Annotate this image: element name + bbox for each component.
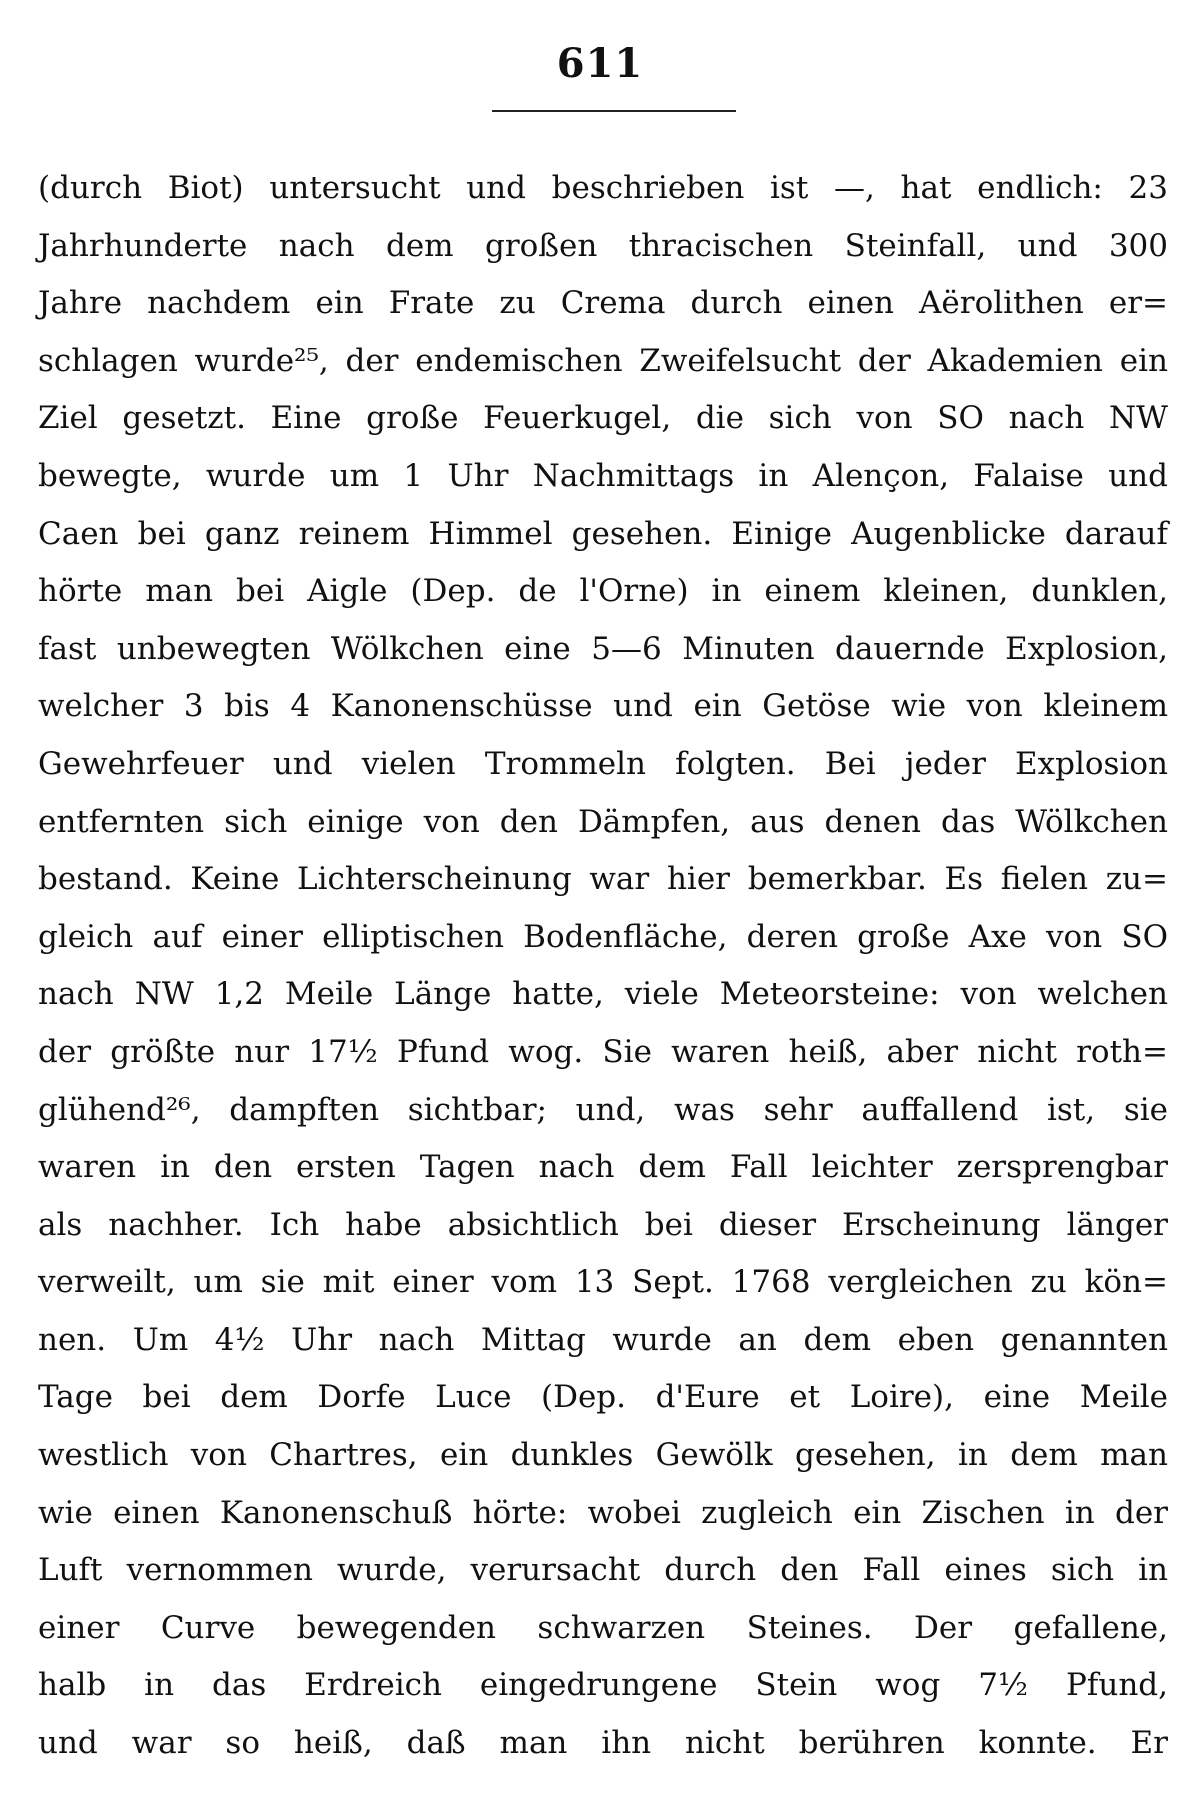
body-text xyxy=(38,160,1168,1773)
text-line: Gewehrfeuer und vielen Trommeln folgten. Bei jeder Explosion xyxy=(38,745,1168,782)
text-line: bestand. Keine Lichterscheinung war hier bemerkbar. Es fielen zu= xyxy=(38,861,1168,898)
text-line: und war so heiß, daß man ihn nicht berühren konnte. Er xyxy=(38,1725,1168,1762)
text-line: hörte man bei Aigle (Dep. de l'Orne) in einem kleinen, dunklen, xyxy=(38,573,1168,610)
text-line: nach NW 1,2 Meile Länge hatte, viele Meteorsteine: von welchen xyxy=(38,976,1168,1013)
text-line: Caen bei ganz reinem Himmel gesehen. Einige Augenblicke darauf xyxy=(38,515,1168,552)
text-line: (durch Biot) untersucht und beschrieben ist —, hat endlich: 23 xyxy=(38,170,1168,206)
text-line: entfernten sich einige von den Dämpfen, aus denen das Wölkchen xyxy=(38,803,1168,840)
text-line: welcher 3 bis 4 Kanonenschüsse und ein Getöse wie von kleinem xyxy=(38,688,1168,725)
text-line: Jahre nachdem ein Frate zu Crema durch einen Aërolithen er= xyxy=(38,285,1168,322)
text-line: halb in das Erdreich eingedrungene Stein wog 7½ Pfund, xyxy=(38,1667,1168,1704)
text-line: wie einen Kanonenschuß hörte: wobei zugleich ein Zischen in der xyxy=(38,1494,1168,1531)
text-line: Luft vernommen wurde, verursacht durch den Fall eines sich in xyxy=(38,1552,1168,1589)
text-line: bewegte, wurde um 1 Uhr Nachmittags in Alençon, Falaise und xyxy=(38,457,1168,494)
text-line: schlagen wurde²⁵, der endemischen Zweifelsucht der Akademien ein xyxy=(38,342,1168,379)
text-line: als nachher. Ich habe absichtlich bei dieser Erscheinung länger xyxy=(38,1206,1168,1243)
text-line: nen. Um 4½ Uhr nach Mittag wurde an dem eben genannten xyxy=(38,1321,1168,1358)
text-line: Jahrhunderte nach dem großen thracischen Steinfall, und 300 xyxy=(38,227,1168,264)
text-line: fast unbewegten Wölkchen eine 5—6 Minuten dauernde Explosion, xyxy=(38,630,1168,667)
text-line: einer Curve bewegenden schwarzen Steines. Der gefallene, xyxy=(38,1609,1168,1646)
text-line: gleich auf einer elliptischen Bodenfläche, deren große Axe von SO xyxy=(38,918,1168,955)
page-number: 611 xyxy=(556,40,644,87)
text-line: Tage bei dem Dorfe Luce (Dep. d'Eure et Loire), eine Meile xyxy=(38,1379,1168,1416)
text-line: Ziel gesetzt. Eine große Feuerkugel, die sich von SO nach NW xyxy=(38,400,1168,437)
text-line: westlich von Chartres, ein dunkles Gewölk gesehen, in dem man xyxy=(38,1437,1168,1474)
text-line: verweilt, um sie mit einer vom 13 Sept. 1768 vergleichen zu kön= xyxy=(38,1264,1168,1301)
text-line: glühend²⁶, dampften sichtbar; und, was sehr auffallend ist, sie xyxy=(38,1091,1168,1128)
text-line: der größte nur 17½ Pfund wog. Sie waren heiß, aber nicht roth= xyxy=(38,1033,1168,1070)
text-line: waren in den ersten Tagen nach dem Fall leichter zersprengbar xyxy=(38,1149,1168,1186)
header-rule xyxy=(492,110,736,112)
